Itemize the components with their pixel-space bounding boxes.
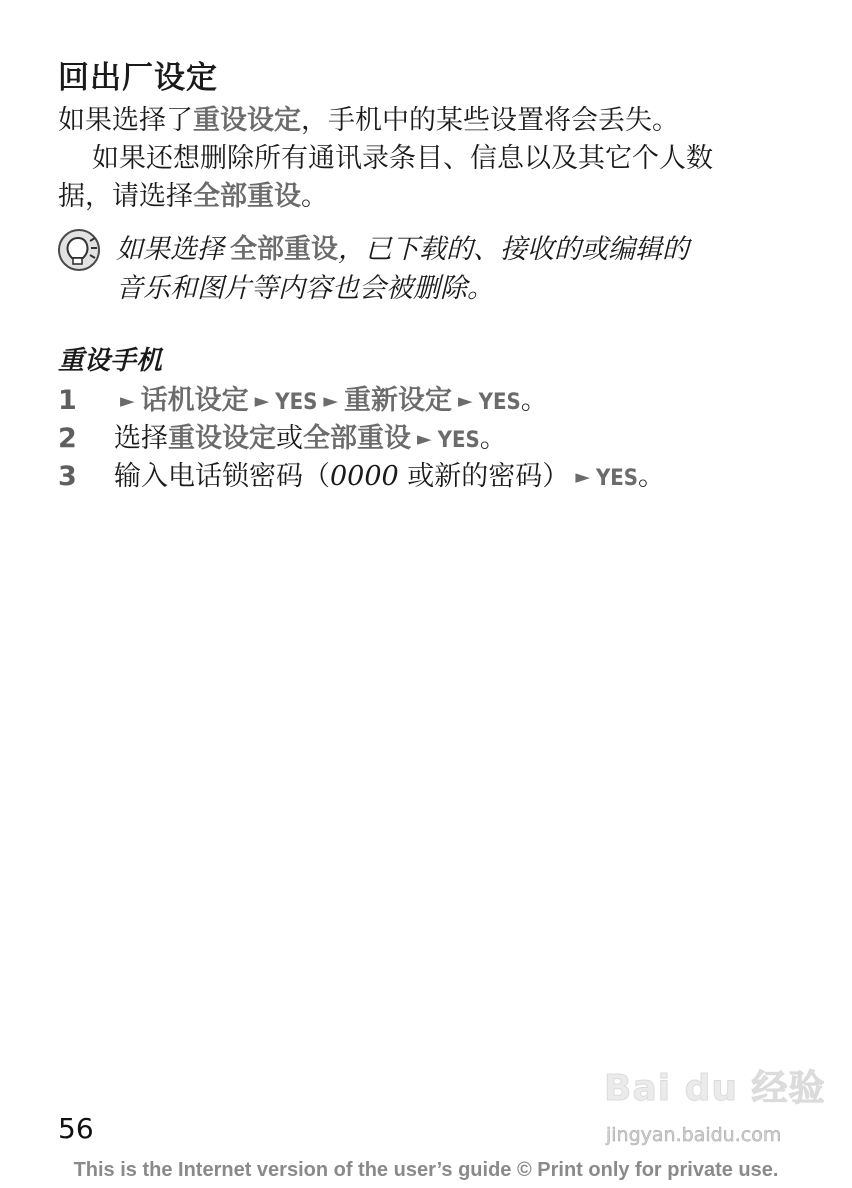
menu-term-reset-settings: 重设设定: [193, 105, 301, 136]
yes-key-label: YES: [437, 428, 480, 453]
arrow-right-icon: ►: [575, 466, 590, 488]
step-end: 。: [479, 423, 507, 454]
step-text-mid: 或新的密码）: [398, 461, 570, 492]
page-number: 56: [58, 1112, 94, 1145]
section-heading-reset-phone: 重设手机: [58, 346, 163, 376]
step-end: 。: [638, 461, 666, 492]
step-text-pre: 选择: [114, 423, 168, 454]
page-title: 回出厂设定: [58, 60, 218, 96]
lightbulb-tip-icon: [56, 228, 102, 272]
step-text-mid: 或: [276, 423, 303, 454]
arrow-right-icon: ►: [417, 428, 432, 450]
step-number: 2: [58, 423, 77, 454]
para2-text-post: 。: [301, 181, 328, 212]
menu-term-reset-settings: 重设设定: [168, 423, 276, 454]
step-end: 。: [520, 385, 548, 416]
note-text-pre: 如果选择: [116, 234, 224, 265]
arrow-right-icon: ►: [323, 390, 338, 412]
menu-term-reset-all: 全部重设: [303, 423, 411, 454]
watermark-url: jingyan.baidu.com: [606, 1124, 782, 1146]
step-2: [58, 416, 507, 455]
paragraph-reset-settings: [58, 98, 679, 137]
note-text-post: ，已下载的、接收的或编辑的: [338, 234, 689, 265]
step-number: 1: [58, 385, 77, 416]
arrow-right-icon: ►: [254, 390, 270, 412]
footer-notice: This is the Internet version of the user’s guide © Print only for private use.: [73, 1159, 779, 1181]
step-3: [58, 454, 665, 493]
paragraph-reset-all-line2: [58, 174, 328, 213]
para2-text-pre: 据，请选择: [58, 181, 193, 212]
watermark-logo-text: Bai du 经验: [604, 1068, 826, 1109]
menu-term-phone-settings: 话机设定: [140, 385, 249, 416]
arrow-right-icon: ►: [457, 390, 473, 412]
menu-term-reset-all: 全部重设: [193, 181, 301, 212]
step-number: 3: [58, 461, 77, 492]
paragraph-reset-all-line1: 如果还想删除所有通讯录条目、信息以及其它个人数: [92, 143, 713, 174]
para1-text-post: ，手机中的某些设置将会丢失。: [301, 105, 679, 136]
para1-text-pre: 如果选择了: [58, 105, 193, 136]
step-1: [58, 378, 548, 417]
default-code: 0000: [330, 461, 399, 492]
baidu-watermark-logo: [604, 1060, 826, 1111]
yes-key-label: YES: [275, 390, 318, 415]
note-line-1: [116, 227, 689, 266]
yes-key-label: YES: [478, 390, 521, 415]
yes-key-label: YES: [595, 466, 639, 491]
step-text-pre: 输入电话锁密码（: [114, 461, 330, 492]
arrow-right-icon: ►: [120, 390, 135, 412]
menu-term-reset: 重新设定: [343, 385, 452, 416]
menu-term-reset-all: 全部重设: [230, 234, 338, 265]
note-line-2: 音乐和图片等内容也会被删除。: [116, 273, 494, 304]
